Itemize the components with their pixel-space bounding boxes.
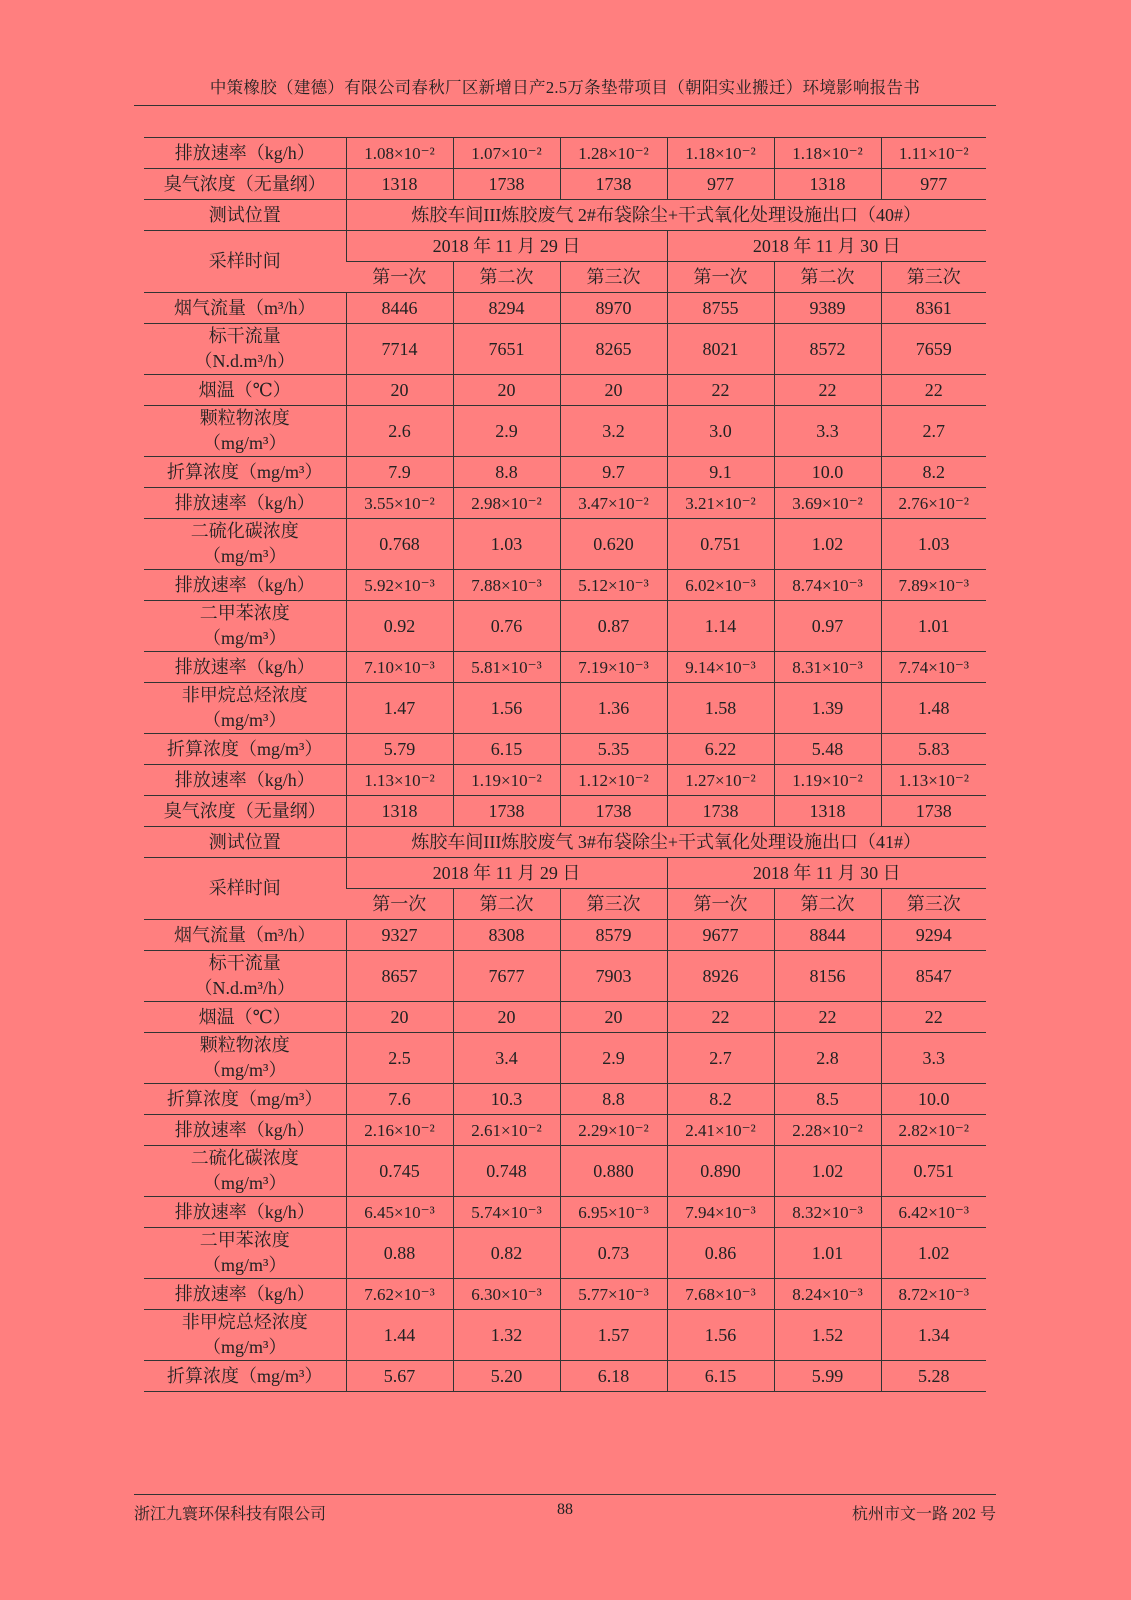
row-label-text: 排放速率（kg/h） [174, 656, 315, 677]
value-cell: 10.0 [774, 457, 881, 488]
value-cell: 5.20 [453, 1361, 560, 1392]
value-cell: 22 [667, 375, 774, 406]
row-label-text: 二硫化碳浓度 [190, 1148, 299, 1168]
value-cell: 8926 [667, 951, 774, 1002]
value-cell: 1318 [774, 796, 881, 827]
value-cell: 22 [667, 1002, 774, 1033]
row-label-text: 烟温（℃） [198, 379, 291, 400]
value-cell: 1.39 [774, 683, 881, 734]
date-row [144, 231, 986, 262]
page-header [134, 74, 996, 106]
value-cell: 5.83 [881, 734, 986, 765]
value-cell: 6.18 [560, 1361, 667, 1392]
value-cell: 0.620 [560, 519, 667, 570]
run-label: 第二次 [453, 889, 560, 920]
value-cell: 2.8 [774, 1033, 881, 1084]
run-label: 第一次 [667, 889, 774, 920]
value-cell: 1.14 [667, 601, 774, 652]
value-cell: 8.32×10⁻³ [774, 1197, 881, 1228]
table-row [144, 601, 986, 652]
row-label-text: 非甲烷总烃浓度 [181, 685, 308, 705]
row-label [144, 683, 346, 734]
value-cell: 22 [774, 1002, 881, 1033]
value-cell: 977 [881, 169, 986, 200]
value-cell: 8.8 [560, 1084, 667, 1115]
value-cell: 1.48 [881, 683, 986, 734]
value-cell: 1738 [453, 169, 560, 200]
value-cell: 20 [560, 1002, 667, 1033]
row-label-text: 二甲苯浓度 [199, 603, 290, 623]
value-cell: 20 [560, 375, 667, 406]
value-cell: 8.2 [667, 1084, 774, 1115]
value-cell: 8156 [774, 951, 881, 1002]
table-row [144, 1002, 986, 1033]
value-cell: 1738 [667, 796, 774, 827]
table-row [144, 765, 986, 796]
row-label-text: 折算浓度（mg/m³） [167, 1365, 323, 1386]
value-cell: 7.89×10⁻³ [881, 570, 986, 601]
value-cell: 7.74×10⁻³ [881, 652, 986, 683]
value-cell: 20 [453, 375, 560, 406]
value-cell: 0.880 [560, 1146, 667, 1197]
row-label-unit: （mg/m³） [203, 546, 287, 566]
row-label [144, 765, 346, 796]
value-cell: 1.13×10⁻² [881, 765, 986, 796]
row-label-text: 排放速率（kg/h） [174, 574, 315, 595]
table-row [144, 1228, 986, 1279]
table-row [144, 457, 986, 488]
row-label [144, 1115, 346, 1146]
value-cell: 9.1 [667, 457, 774, 488]
row-label-text: 排放速率（kg/h） [174, 1283, 315, 1304]
emission-table [144, 137, 986, 1392]
row-label-unit: （mg/m³） [203, 1255, 287, 1275]
value-cell: 10.0 [881, 1084, 986, 1115]
value-cell: 0.86 [667, 1228, 774, 1279]
value-cell: 20 [453, 1002, 560, 1033]
value-cell: 0.751 [667, 519, 774, 570]
test-position: 炼胶车间III炼胶废气 3#布袋除尘+干式氧化处理设施出口（41#） [346, 827, 986, 858]
value-cell: 7659 [881, 324, 986, 375]
row-label [144, 1310, 346, 1361]
value-cell: 1.03 [453, 519, 560, 570]
value-cell: 1.13×10⁻² [346, 765, 453, 796]
value-cell: 8970 [560, 293, 667, 324]
row-label-text: 臭气浓度（无量纲） [163, 173, 326, 194]
date-row [144, 858, 986, 889]
value-cell: 20 [346, 375, 453, 406]
value-cell: 8.74×10⁻³ [774, 570, 881, 601]
row-label-text: 排放速率（kg/h） [174, 492, 315, 513]
row-label-unit: （N.d.m³/h） [194, 351, 295, 371]
value-cell: 1.34 [881, 1310, 986, 1361]
table-row [144, 1279, 986, 1310]
value-cell: 2.5 [346, 1033, 453, 1084]
row-label-text: 颗粒物浓度 [199, 1035, 290, 1055]
position-label: 测试位置 [144, 827, 346, 858]
value-cell: 10.3 [453, 1084, 560, 1115]
value-cell: 7.9 [346, 457, 453, 488]
table-row [144, 488, 986, 519]
table-row [144, 1115, 986, 1146]
value-cell: 22 [774, 375, 881, 406]
row-label [144, 457, 346, 488]
value-cell: 1.57 [560, 1310, 667, 1361]
value-cell: 1.11×10⁻² [881, 138, 986, 169]
value-cell: 1.28×10⁻² [560, 138, 667, 169]
value-cell: 1738 [560, 169, 667, 200]
table-row [144, 920, 986, 951]
value-cell: 6.45×10⁻³ [346, 1197, 453, 1228]
value-cell: 0.73 [560, 1228, 667, 1279]
value-cell: 1.08×10⁻² [346, 138, 453, 169]
table-row [144, 519, 986, 570]
date-1: 2018 年 11 月 29 日 [346, 231, 667, 262]
value-cell: 3.69×10⁻² [774, 488, 881, 519]
value-cell: 1.52 [774, 1310, 881, 1361]
date-2: 2018 年 11 月 30 日 [667, 858, 986, 889]
table-row [144, 293, 986, 324]
value-cell: 7.6 [346, 1084, 453, 1115]
value-cell: 1.07×10⁻² [453, 138, 560, 169]
value-cell: 6.42×10⁻³ [881, 1197, 986, 1228]
row-label [144, 1197, 346, 1228]
value-cell: 9294 [881, 920, 986, 951]
row-label [144, 652, 346, 683]
table-row [144, 1146, 986, 1197]
row-label-unit: （mg/m³） [203, 1173, 287, 1193]
value-cell: 7.94×10⁻³ [667, 1197, 774, 1228]
position-label: 测试位置 [144, 200, 346, 231]
row-label-text: 折算浓度（mg/m³） [167, 461, 323, 482]
value-cell: 5.67 [346, 1361, 453, 1392]
row-label [144, 169, 346, 200]
value-cell: 8579 [560, 920, 667, 951]
row-label-text: 排放速率（kg/h） [174, 1201, 315, 1222]
value-cell: 8265 [560, 324, 667, 375]
value-cell: 5.81×10⁻³ [453, 652, 560, 683]
value-cell: 1.12×10⁻² [560, 765, 667, 796]
sampling-label: 采样时间 [144, 231, 346, 293]
value-cell: 0.97 [774, 601, 881, 652]
table-row [144, 324, 986, 375]
value-cell: 9677 [667, 920, 774, 951]
value-cell: 2.6 [346, 406, 453, 457]
row-label-text: 排放速率（kg/h） [174, 769, 315, 790]
value-cell: 0.751 [881, 1146, 986, 1197]
row-label [144, 488, 346, 519]
row-label-text: 非甲烷总烃浓度 [181, 1312, 308, 1332]
value-cell: 1738 [453, 796, 560, 827]
value-cell: 8.24×10⁻³ [774, 1279, 881, 1310]
value-cell: 2.41×10⁻² [667, 1115, 774, 1146]
row-label-unit: （mg/m³） [203, 1060, 287, 1080]
run-label: 第三次 [881, 262, 986, 293]
row-label-text: 标干流量 [208, 326, 281, 346]
value-cell: 9389 [774, 293, 881, 324]
row-label-text: 折算浓度（mg/m³） [167, 1088, 323, 1109]
table-row [144, 652, 986, 683]
value-cell: 2.98×10⁻² [453, 488, 560, 519]
value-cell: 1.18×10⁻² [774, 138, 881, 169]
row-label [144, 406, 346, 457]
value-cell: 6.30×10⁻³ [453, 1279, 560, 1310]
value-cell: 977 [667, 169, 774, 200]
row-label-text: 烟温（℃） [198, 1006, 291, 1027]
value-cell: 1738 [560, 796, 667, 827]
value-cell: 1.18×10⁻² [667, 138, 774, 169]
value-cell: 1318 [346, 796, 453, 827]
row-label-text: 二硫化碳浓度 [190, 521, 299, 541]
value-cell: 2.9 [453, 406, 560, 457]
value-cell: 22 [881, 375, 986, 406]
row-label-text: 臭气浓度（无量纲） [163, 800, 326, 821]
run-label: 第二次 [774, 889, 881, 920]
value-cell: 3.3 [774, 406, 881, 457]
value-cell: 8361 [881, 293, 986, 324]
value-cell: 3.2 [560, 406, 667, 457]
value-cell: 1.58 [667, 683, 774, 734]
value-cell: 1.01 [774, 1228, 881, 1279]
value-cell: 6.15 [453, 734, 560, 765]
run-label: 第二次 [453, 262, 560, 293]
value-cell: 3.0 [667, 406, 774, 457]
row-label [144, 324, 346, 375]
value-cell: 8.5 [774, 1084, 881, 1115]
page-number: 88 [557, 1501, 573, 1518]
value-cell: 6.02×10⁻³ [667, 570, 774, 601]
value-cell: 3.47×10⁻² [560, 488, 667, 519]
value-cell: 0.87 [560, 601, 667, 652]
value-cell: 8021 [667, 324, 774, 375]
value-cell: 7.19×10⁻³ [560, 652, 667, 683]
row-label [144, 1361, 346, 1392]
value-cell: 8844 [774, 920, 881, 951]
footer-address: 杭州市文一路 202 号 [851, 1506, 996, 1523]
value-cell: 1738 [881, 796, 986, 827]
run-label: 第二次 [774, 262, 881, 293]
table-row [144, 406, 986, 457]
row-label [144, 734, 346, 765]
value-cell: 1318 [774, 169, 881, 200]
value-cell: 1.19×10⁻² [774, 765, 881, 796]
row-label-text: 标干流量 [208, 953, 281, 973]
row-label-unit: （mg/m³） [203, 628, 287, 648]
value-cell: 8572 [774, 324, 881, 375]
value-cell: 1.01 [881, 601, 986, 652]
run-label: 第三次 [560, 889, 667, 920]
row-label [144, 1279, 346, 1310]
value-cell: 1318 [346, 169, 453, 200]
header-title: 中策橡胶（建德）有限公司春秋厂区新增日产2.5万条垫带项目（朝阳实业搬迁）环境影响报告书 [209, 78, 921, 97]
sampling-label: 采样时间 [144, 858, 346, 920]
value-cell: 5.28 [881, 1361, 986, 1392]
value-cell: 5.92×10⁻³ [346, 570, 453, 601]
value-cell: 5.77×10⁻³ [560, 1279, 667, 1310]
row-label [144, 293, 346, 324]
value-cell: 20 [346, 1002, 453, 1033]
run-label: 第一次 [667, 262, 774, 293]
row-label-unit: （mg/m³） [203, 433, 287, 453]
table-row [144, 375, 986, 406]
value-cell: 5.74×10⁻³ [453, 1197, 560, 1228]
row-label-unit: （mg/m³） [203, 710, 287, 730]
value-cell: 5.48 [774, 734, 881, 765]
table-row [144, 169, 986, 200]
value-cell: 2.29×10⁻² [560, 1115, 667, 1146]
value-cell: 2.9 [560, 1033, 667, 1084]
value-cell: 5.79 [346, 734, 453, 765]
value-cell: 3.55×10⁻² [346, 488, 453, 519]
row-label-unit: （mg/m³） [203, 1337, 287, 1357]
value-cell: 7714 [346, 324, 453, 375]
value-cell: 8294 [453, 293, 560, 324]
value-cell: 5.35 [560, 734, 667, 765]
value-cell: 0.745 [346, 1146, 453, 1197]
date-1: 2018 年 11 月 29 日 [346, 858, 667, 889]
value-cell: 2.76×10⁻² [881, 488, 986, 519]
value-cell: 6.95×10⁻³ [560, 1197, 667, 1228]
value-cell: 3.4 [453, 1033, 560, 1084]
table-row [144, 138, 986, 169]
value-cell: 1.03 [881, 519, 986, 570]
value-cell: 1.56 [667, 1310, 774, 1361]
value-cell: 1.56 [453, 683, 560, 734]
table-row [144, 683, 986, 734]
value-cell: 2.61×10⁻² [453, 1115, 560, 1146]
value-cell: 6.22 [667, 734, 774, 765]
value-cell: 5.99 [774, 1361, 881, 1392]
value-cell: 2.16×10⁻² [346, 1115, 453, 1146]
row-label-text: 折算浓度（mg/m³） [167, 738, 323, 759]
value-cell: 0.88 [346, 1228, 453, 1279]
row-label-text: 二甲苯浓度 [199, 1230, 290, 1250]
value-cell: 5.12×10⁻³ [560, 570, 667, 601]
value-cell: 2.7 [881, 406, 986, 457]
value-cell: 1.19×10⁻² [453, 765, 560, 796]
run-label: 第三次 [881, 889, 986, 920]
value-cell: 6.15 [667, 1361, 774, 1392]
row-label-text: 排放速率（kg/h） [174, 1119, 315, 1140]
value-cell: 0.92 [346, 601, 453, 652]
value-cell: 8.72×10⁻³ [881, 1279, 986, 1310]
row-label [144, 601, 346, 652]
table-row [144, 1084, 986, 1115]
value-cell: 8446 [346, 293, 453, 324]
value-cell: 1.27×10⁻² [667, 765, 774, 796]
row-label [144, 1033, 346, 1084]
test-position: 炼胶车间III炼胶废气 2#布袋除尘+干式氧化处理设施出口（40#） [346, 200, 986, 231]
row-label [144, 796, 346, 827]
row-label [144, 519, 346, 570]
value-cell: 8755 [667, 293, 774, 324]
value-cell: 9327 [346, 920, 453, 951]
date-2: 2018 年 11 月 30 日 [667, 231, 986, 262]
table-row [144, 1361, 986, 1392]
row-label [144, 1002, 346, 1033]
table-row [144, 1310, 986, 1361]
value-cell: 0.890 [667, 1146, 774, 1197]
run-label: 第一次 [346, 262, 453, 293]
value-cell: 1.36 [560, 683, 667, 734]
row-label [144, 1228, 346, 1279]
run-label: 第三次 [560, 262, 667, 293]
run-label: 第一次 [346, 889, 453, 920]
value-cell: 1.44 [346, 1310, 453, 1361]
value-cell: 1.02 [774, 519, 881, 570]
row-label [144, 375, 346, 406]
table-row [144, 570, 986, 601]
value-cell: 7.62×10⁻³ [346, 1279, 453, 1310]
value-cell: 8.8 [453, 457, 560, 488]
value-cell: 1.02 [881, 1228, 986, 1279]
value-cell: 8.31×10⁻³ [774, 652, 881, 683]
value-cell: 9.7 [560, 457, 667, 488]
row-label-text: 排放速率（kg/h） [174, 142, 315, 163]
value-cell: 7.88×10⁻³ [453, 570, 560, 601]
row-label [144, 1084, 346, 1115]
value-cell: 2.82×10⁻² [881, 1115, 986, 1146]
value-cell: 7903 [560, 951, 667, 1002]
value-cell: 2.28×10⁻² [774, 1115, 881, 1146]
value-cell: 0.82 [453, 1228, 560, 1279]
table-row [144, 1033, 986, 1084]
value-cell: 8.2 [881, 457, 986, 488]
value-cell: 22 [881, 1002, 986, 1033]
value-cell: 9.14×10⁻³ [667, 652, 774, 683]
value-cell: 1.32 [453, 1310, 560, 1361]
table-row [144, 1197, 986, 1228]
table-row [144, 951, 986, 1002]
value-cell: 0.76 [453, 601, 560, 652]
value-cell: 7.10×10⁻³ [346, 652, 453, 683]
position-row [144, 827, 986, 858]
page-footer [134, 1494, 996, 1523]
footer-company: 浙江九寰环保科技有限公司 [134, 1506, 327, 1523]
value-cell: 3.21×10⁻² [667, 488, 774, 519]
row-label [144, 138, 346, 169]
value-cell: 0.768 [346, 519, 453, 570]
row-label-unit: （N.d.m³/h） [194, 978, 295, 998]
value-cell: 8308 [453, 920, 560, 951]
row-label [144, 951, 346, 1002]
value-cell: 1.47 [346, 683, 453, 734]
table-row [144, 796, 986, 827]
row-label-text: 烟气流量（m³/h） [174, 924, 316, 945]
row-label-text: 烟气流量（m³/h） [174, 297, 316, 318]
value-cell: 8657 [346, 951, 453, 1002]
position-row [144, 200, 986, 231]
value-cell: 2.7 [667, 1033, 774, 1084]
value-cell: 7677 [453, 951, 560, 1002]
value-cell: 1.02 [774, 1146, 881, 1197]
value-cell: 7651 [453, 324, 560, 375]
row-label-text: 颗粒物浓度 [199, 408, 290, 428]
value-cell: 7.68×10⁻³ [667, 1279, 774, 1310]
table-row [144, 734, 986, 765]
value-cell: 3.3 [881, 1033, 986, 1084]
value-cell: 0.748 [453, 1146, 560, 1197]
row-label [144, 570, 346, 601]
row-label [144, 920, 346, 951]
row-label [144, 1146, 346, 1197]
value-cell: 8547 [881, 951, 986, 1002]
